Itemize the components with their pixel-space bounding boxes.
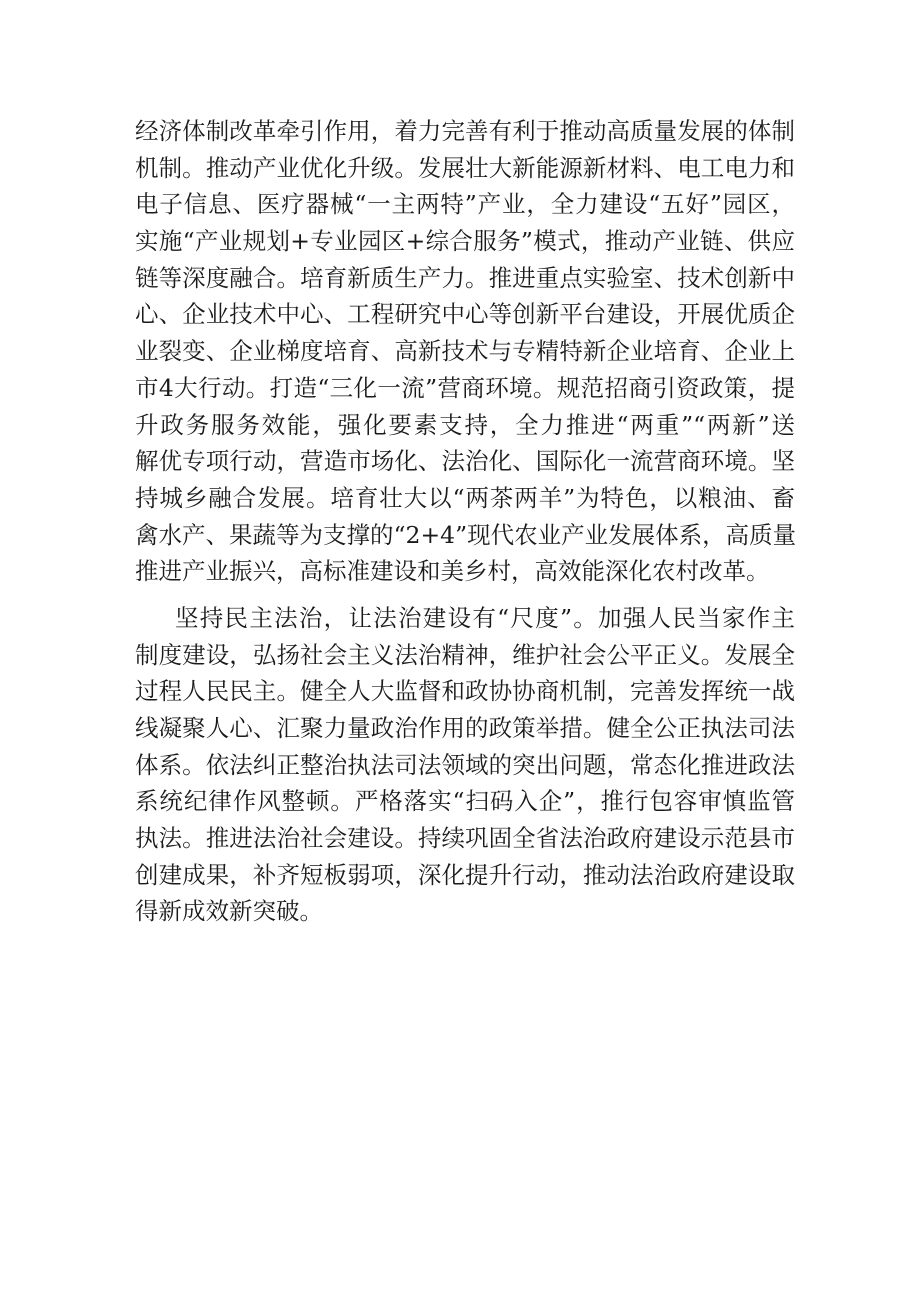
document-body	[135, 113, 795, 930]
paragraph-spacer	[135, 590, 795, 600]
paragraph-line: 禽水产、果蔬等为支撑的“2+4”现代农业产业发展体系，高质量	[135, 520, 797, 549]
paragraph-line: 升政务服务效能，强化要素支持，全力推进“两重”“两新”送	[135, 410, 795, 439]
paragraph-line: 机制。推动产业优化升级。发展壮大新能源新材料、电工电力和	[135, 153, 795, 182]
paragraph-line: 线凝聚人心、汇聚力量政治作用的政策举措。健全公正执法司法	[135, 714, 795, 742]
paragraph-line: 执法。推进法治社会建设。持续巩固全省法治政府建设示范县市	[135, 824, 795, 853]
paragraph-line: 持城乡融合发展。培育壮大以“两茶两羊”为特色，以粮油、畜	[135, 483, 795, 512]
paragraph-line: 得新成效新突破。	[135, 897, 323, 926]
paragraph-economy	[135, 113, 795, 590]
paragraph-line: 市4大行动。打造“三化一流”营商环境。规范招商引资政策，提	[135, 373, 795, 402]
paragraph-rule-of-law	[135, 600, 795, 930]
paragraph-line: 制度建设，弘扬社会主义法治精神，维护社会公平正义。发展全	[135, 640, 795, 669]
paragraph-line: 业裂变、企业梯度培育、高新技术与专精特新企业培育、企业上	[135, 337, 795, 366]
paragraph-line: 实施“产业规划+专业园区+综合服务”模式，推动产业链、供应	[135, 227, 795, 256]
paragraph-line: 体系。依法纠正整治执法司法领域的突出问题，常态化推进政法	[135, 750, 795, 779]
paragraph-line: 系统纪律作风整顿。严格落实“扫码入企”，推行包容审慎监管	[135, 787, 795, 816]
paragraph-line: 坚持民主法治，让法治建设有“尺度”。加强人民当家作主	[175, 603, 795, 632]
paragraph-line: 解优专项行动，营造市场化、法治化、国际化一流营商环境。坚	[135, 447, 795, 476]
paragraph-line: 经济体制改革牵引作用，着力完善有利于推动高质量发展的体制	[135, 117, 795, 145]
paragraph-line: 创建成果，补齐短板弱项，深化提升行动，推动法治政府建设取	[135, 860, 795, 889]
paragraph-line: 心、企业技术中心、工程研究中心等创新平台建设，开展优质企	[135, 300, 795, 329]
paragraph-line: 电子信息、医疗器械“一主两特”产业，全力建设“五好”园区，	[135, 190, 795, 219]
paragraph-line: 过程人民民主。健全人大监督和政协协商机制，完善发挥统一战	[135, 677, 795, 706]
paragraph-line: 链等深度融合。培育新质生产力。推进重点实验室、技术创新中	[135, 263, 795, 292]
paragraph-line: 推进产业振兴，高标准建设和美乡村，高效能深化农村改革。	[135, 557, 770, 586]
